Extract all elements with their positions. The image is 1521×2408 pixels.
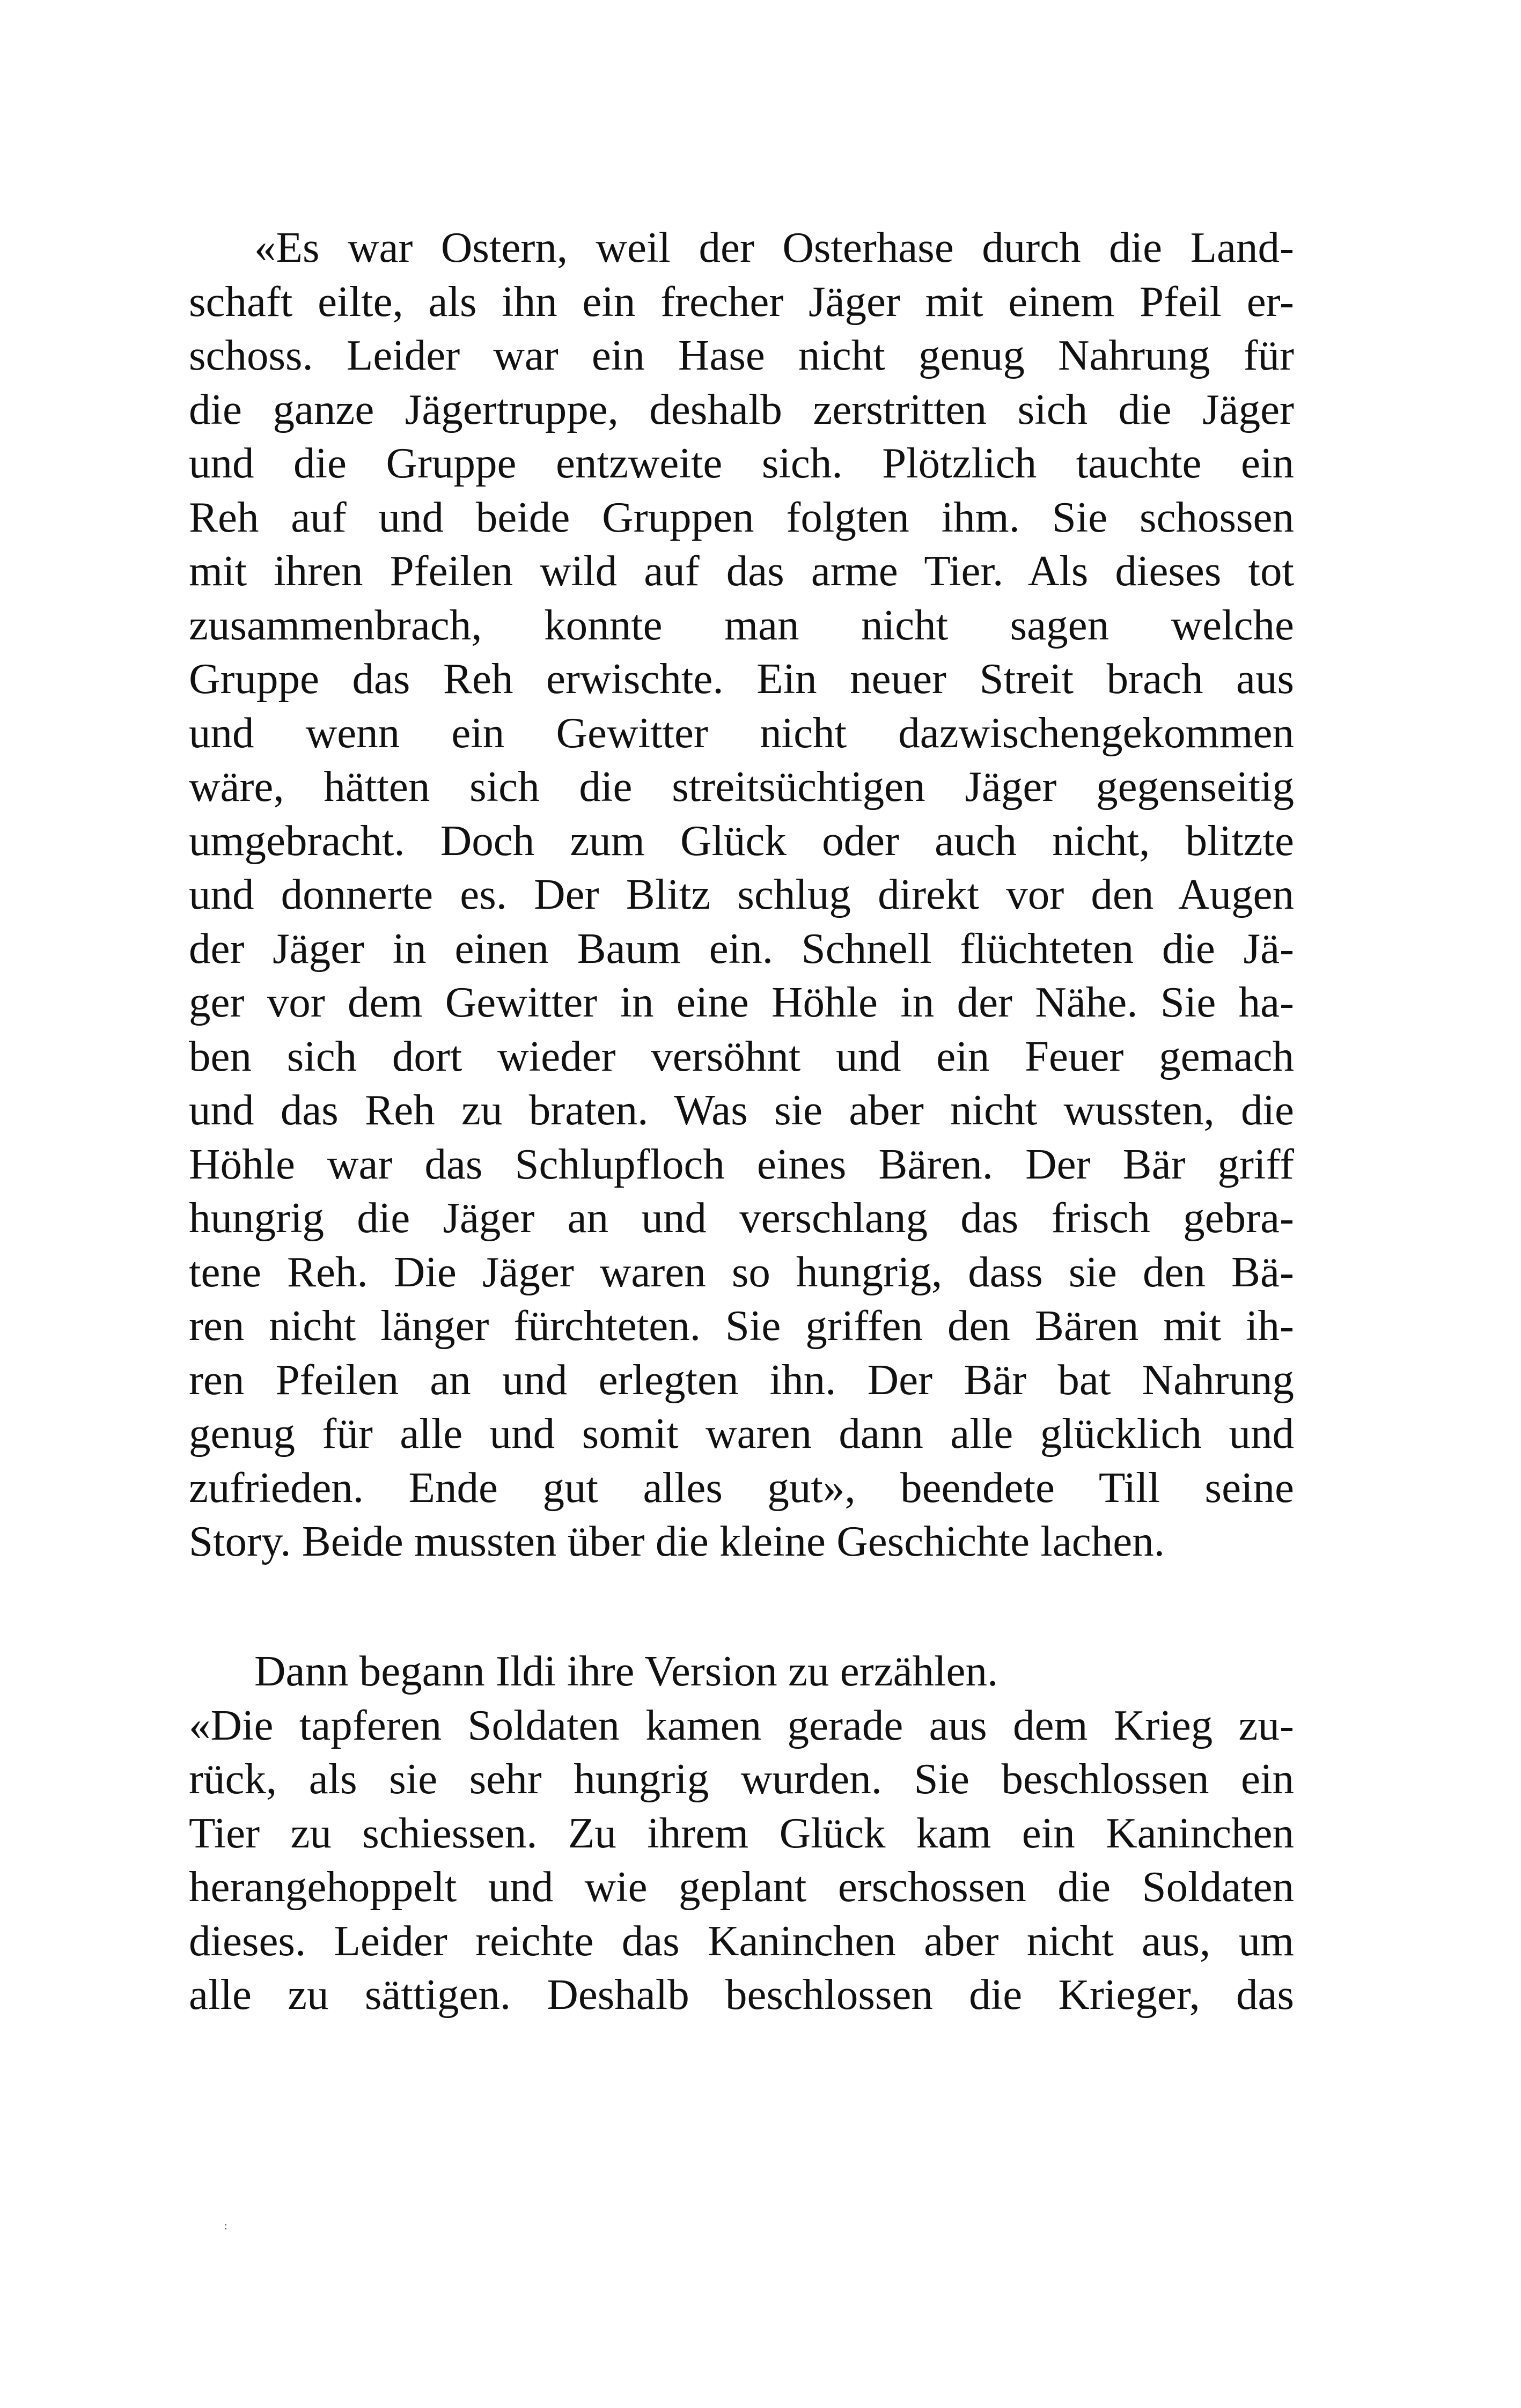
text-line: ger vor dem Gewitter in eine Höhle in der Nähe. Sie ha- — [189, 978, 1294, 1026]
text-line: alle zu sättigen. Deshalb beschlossen die Krieger, das — [189, 1970, 1294, 2019]
text-line: Höhle war das Schlupfloch eines Bären. Der Bär griff — [189, 1139, 1294, 1188]
text-line: Gruppe das Reh erwischte. Ein neuer Streit brach aus — [189, 654, 1294, 703]
text-line: die ganze Jägertruppe, deshalb zerstritten sich die Jäger — [189, 385, 1294, 433]
paragraph-ildi-story — [189, 1644, 1294, 2022]
page-mark: : — [224, 2220, 227, 2232]
text-line: mit ihren Pfeilen wild auf das arme Tier. Als dieses tot — [189, 547, 1294, 595]
text-line: «Es war Ostern, weil der Osterhase durch die Land- — [254, 223, 1294, 271]
text-line: hungrig die Jäger an und verschlang das frisch gebra- — [189, 1194, 1294, 1242]
text-line: zusammenbrach, konnte man nicht sagen welche — [189, 600, 1294, 649]
text-line: Dann begann Ildi ihre Version zu erzählen. — [254, 1647, 998, 1695]
text-line: rück, als sie sehr hungrig wurden. Sie beschlossen ein — [189, 1755, 1294, 1803]
text-line: genug für alle und somit waren dann alle glücklich und — [189, 1409, 1294, 1457]
text-line: wäre, hätten sich die streitsüchtigen Jäger gegenseitig — [189, 762, 1294, 811]
text-line: Story. Beide mussten über die kleine Geschichte lachen. — [189, 1517, 1165, 1565]
text-line: zufrieden. Ende gut alles gut», beendete Till seine — [189, 1463, 1294, 1512]
text-line: Reh auf und beide Gruppen folgten ihm. Sie schossen — [189, 492, 1294, 541]
text-line: und wenn ein Gewitter nicht dazwischengekommen — [189, 708, 1294, 757]
text-line: und das Reh zu braten. Was sie aber nicht wussten, die — [189, 1086, 1294, 1134]
text-line: der Jäger in einen Baum ein. Schnell flüchteten die Jä- — [189, 924, 1294, 973]
text-line: schaft eilte, als ihn ein frecher Jäger mit einem Pfeil er- — [189, 277, 1294, 326]
text-line: ben sich dort wieder versöhnt und ein Feuer gemach — [189, 1032, 1294, 1080]
text-line: tene Reh. Die Jäger waren so hungrig, dass sie den Bä- — [189, 1247, 1294, 1296]
text-line: Tier zu schiessen. Zu ihrem Glück kam ein Kaninchen — [189, 1808, 1294, 1857]
text-line: ren Pfeilen an und erlegten ihn. Der Bär bat Nahrung — [189, 1355, 1294, 1404]
text-line: herangehoppelt und wie geplant erschossen die Soldaten — [189, 1862, 1294, 1911]
text-line: «Die tapferen Soldaten kamen gerade aus dem Krieg zu- — [189, 1700, 1294, 1749]
text-line: und donnerte es. Der Blitz schlug direkt vor den Augen — [189, 870, 1294, 918]
text-line: schoss. Leider war ein Hase nicht genug Nahrung für — [189, 331, 1294, 379]
text-line: umgebracht. Doch zum Glück oder auch nicht, blitzte — [189, 816, 1294, 865]
text-line: ren nicht länger fürchteten. Sie griffen den Bären mit ih- — [189, 1301, 1294, 1350]
paragraph-till-story — [189, 220, 1294, 1568]
text-line: und die Gruppe entzweite sich. Plötzlich tauchte ein — [189, 439, 1294, 487]
text-line: dieses. Leider reichte das Kaninchen aber nicht aus, um — [189, 1916, 1294, 1965]
